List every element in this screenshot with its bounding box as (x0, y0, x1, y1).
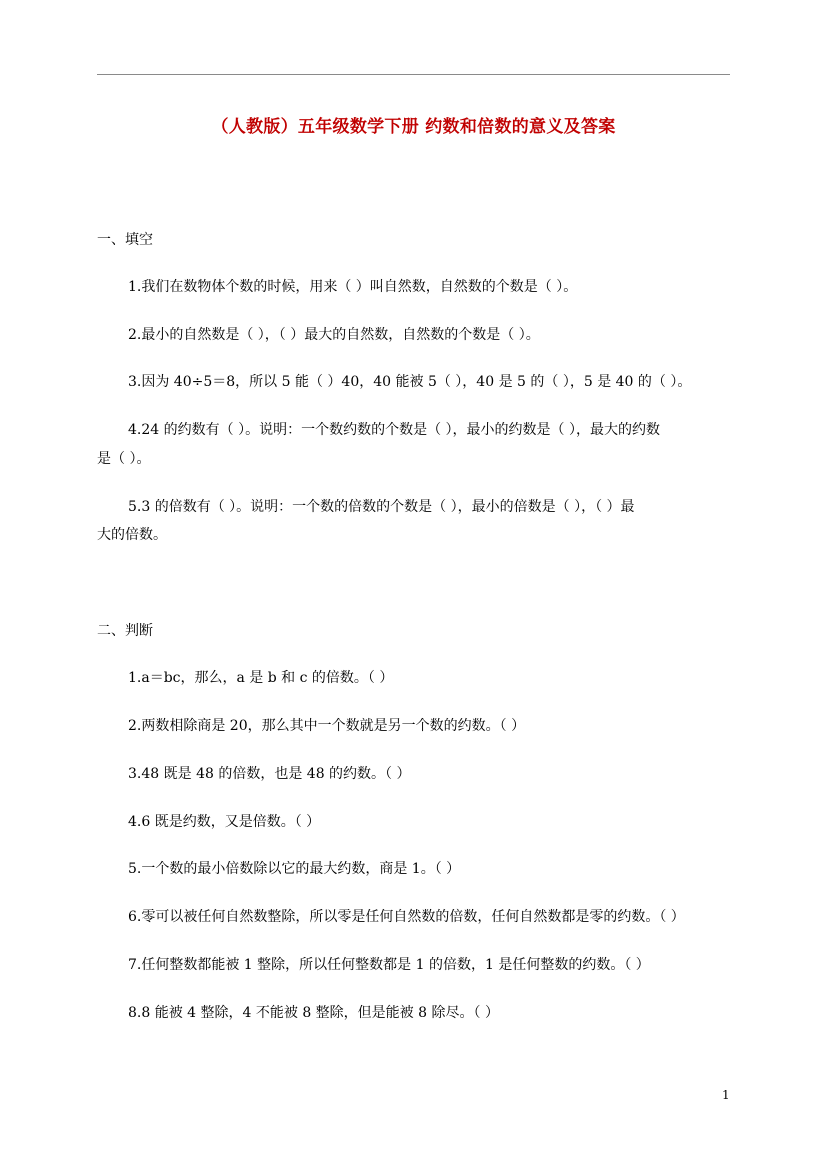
section-fill-in-heading: 一、填空 (97, 232, 153, 248)
section-judge-heading: 二、判断 (97, 623, 153, 639)
judge-question-8: 8.8 能被 4 整除，4 不能被 8 整除，但是能被 8 除尽。（ ） (128, 1005, 499, 1021)
judge-question-7: 7.任何整数都能被 1 整除，所以任何整数都是 1 的倍数，1 是任何整数的约数。（ ） (128, 957, 650, 973)
page-number: 1 (722, 1088, 730, 1102)
document-title: （人教版）五年级数学下册 约数和倍数的意义及答案 (211, 117, 616, 137)
fill-question-4-line-2: 是（ ）。 (97, 451, 151, 467)
fill-question-1: 1.我们在数物体个数的时候，用来（ ）叫自然数，自然数的个数是（ ）。 (128, 279, 578, 295)
fill-question-5-line-1: 5.3 的倍数有（ ）。说明：一个数的倍数的个数是（ ），最小的倍数是（ ），（ ）最 (128, 499, 635, 515)
fill-question-4-line-1: 4.24 的约数有（ ）。说明：一个数约数的个数是（ ），最小的约数是（ ），最大的约数 (128, 422, 660, 438)
fill-question-5-line-2: 大的倍数。 (97, 527, 167, 543)
judge-question-1: 1.a＝bc，那么，a 是 b 和 c 的倍数。（ ） (128, 670, 394, 686)
judge-question-2: 2.两数相除商是 20，那么其中一个数就是另一个数的约数。（ ） (128, 718, 526, 734)
judge-question-6: 6.零可以被任何自然数整除，所以零是任何自然数的倍数，任何自然数都是零的约数。（ ） (128, 909, 685, 925)
judge-question-4: 4.6 既是约数，又是倍数。（ ） (128, 814, 321, 830)
header-rule (97, 74, 730, 75)
judge-question-3: 3.48 既是 48 的倍数，也是 48 的约数。（ ） (128, 766, 411, 782)
fill-question-2: 2.最小的自然数是（ ），（ ）最大的自然数，自然数的个数是（ ）。 (128, 327, 540, 343)
fill-question-3: 3.因为 40÷5＝8，所以 5 能（ ）40，40 能被 5（ ），40 是 5 的（ ），5 是 40 的（ ）。 (128, 374, 692, 390)
judge-question-5: 5.一个数的最小倍数除以它的最大约数，商是 1。（ ） (128, 861, 461, 877)
